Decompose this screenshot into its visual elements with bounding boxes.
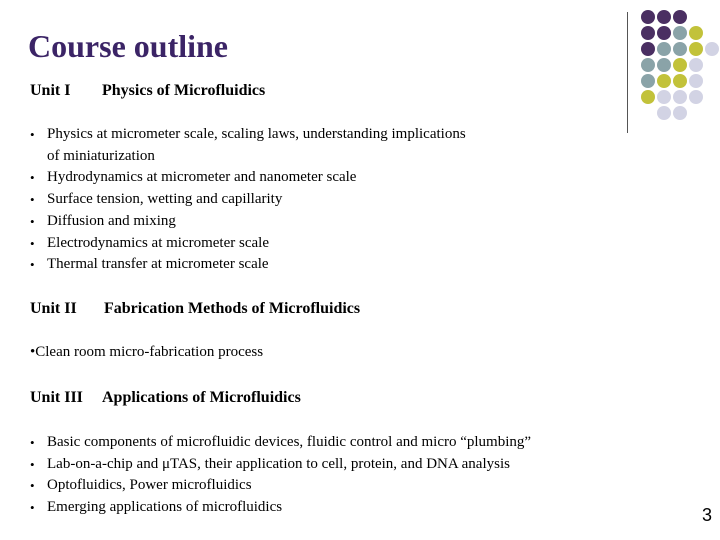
bullet-icon: •: [30, 235, 35, 251]
unit2-number: Unit II: [30, 300, 77, 317]
dot: [641, 42, 655, 56]
page-number: 3: [701, 505, 712, 525]
list-item: • Emerging applications of microfluidics: [30, 497, 531, 519]
slide-title: Course outline: [28, 28, 228, 64]
dot: [641, 74, 655, 88]
dot: [689, 74, 703, 88]
dot: [673, 90, 687, 104]
unit1-bullet-list: [30, 124, 466, 276]
list-item: • Electrodynamics at micrometer scale: [30, 233, 466, 255]
dot: [657, 42, 671, 56]
unit1-title: Physics of Microfluidics: [102, 82, 266, 99]
dot: [673, 26, 687, 40]
bullet-icon: •: [30, 435, 35, 450]
unit3-bullet-list: [30, 432, 531, 519]
dot: [689, 58, 703, 72]
unit3-number: Unit III: [30, 389, 83, 406]
list-item: • Optofluidics, Power microfluidics: [30, 475, 531, 497]
dot: [657, 74, 671, 88]
unit2-item: •Clean room micro-fabrication process: [30, 344, 264, 360]
dot: [657, 90, 671, 104]
unit1-number: Unit I: [30, 82, 71, 99]
dot: [673, 10, 687, 24]
bullet-icon: •: [30, 127, 35, 142]
divider-line: [627, 12, 628, 133]
dot: [673, 106, 687, 120]
dot: [657, 26, 671, 40]
unit3-title: Applications of Microfluidics: [102, 389, 301, 406]
dot: [641, 26, 655, 40]
dot: [657, 10, 671, 24]
bullet-icon: •: [30, 170, 35, 186]
dot: [673, 74, 687, 88]
list-item: • Hydrodynamics at micrometer and nanometer scale: [30, 167, 466, 189]
dot: [689, 90, 703, 104]
list-item: • Diffusion and mixing: [30, 211, 466, 233]
bullet-icon: •: [30, 192, 35, 208]
list-item: • Lab-on-a-chip and μTAS, their application to cell, protein, and DNA analysis: [30, 454, 531, 476]
list-item: • Thermal transfer at micrometer scale: [30, 254, 466, 276]
decorative-dot-grid: [636, 10, 720, 120]
dot: [641, 90, 655, 104]
dot: [657, 58, 671, 72]
dot: [689, 26, 703, 40]
dot: [657, 106, 671, 120]
list-item: of miniaturization: [47, 147, 155, 164]
list-item: • Surface tension, wetting and capillarity: [30, 189, 466, 211]
bullet-icon: •: [30, 213, 35, 229]
bullet-icon: •: [30, 500, 35, 516]
dot: [641, 58, 655, 72]
dot: [641, 10, 655, 24]
dot: [673, 58, 687, 72]
unit3-heading: [30, 389, 301, 407]
bullet-icon: •: [30, 456, 35, 472]
dot: [705, 42, 719, 56]
dot: [673, 42, 687, 56]
unit2-heading: [30, 300, 360, 318]
list-item: • Basic components of microfluidic devices, fluidic control and micro “plumbing”: [30, 432, 531, 454]
list-item: • Physics at micrometer scale, scaling laws, understanding implications: [30, 124, 466, 146]
unit1-heading: [30, 82, 265, 100]
dot: [689, 42, 703, 56]
bullet-icon: •: [30, 478, 35, 494]
unit2-title: Fabrication Methods of Microfluidics: [104, 300, 361, 317]
bullet-icon: •: [30, 257, 35, 273]
